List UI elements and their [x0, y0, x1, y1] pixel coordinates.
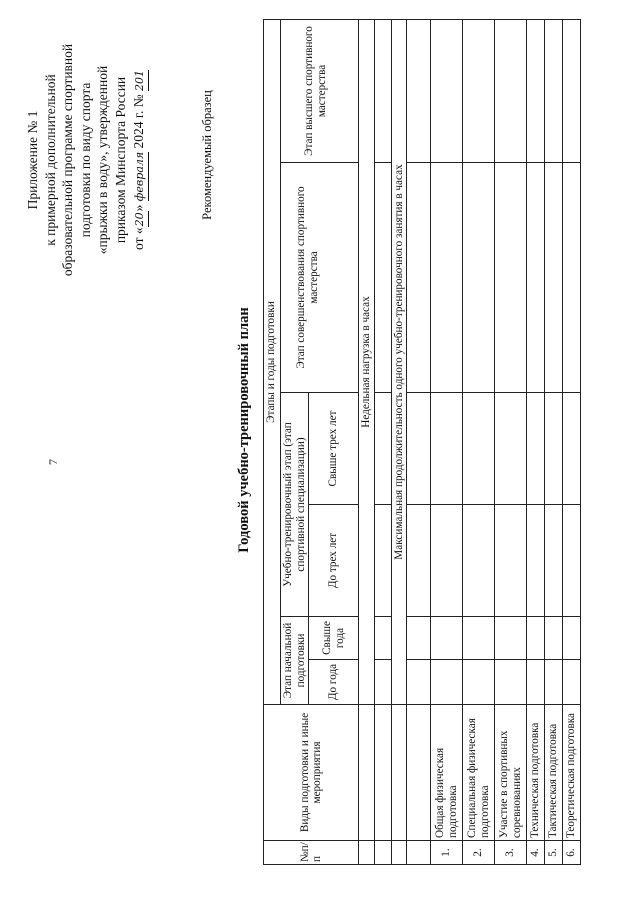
recommended-sample-note: Рекомендуемый образец: [200, 90, 214, 220]
header-activity: Виды подготовки и иные мероприятия: [264, 705, 359, 841]
table-cell: [431, 393, 463, 505]
header-training-up-to-three: До трех лет: [309, 505, 359, 617]
table-cell: [407, 660, 431, 705]
table-cell: [407, 20, 431, 163]
header-training-over-three: Свыше трех лет: [309, 393, 359, 505]
table-cell: [359, 705, 375, 841]
table-cell: [431, 505, 463, 617]
row-number: 1.: [431, 841, 463, 865]
table-cell: [495, 660, 527, 705]
date-day-handwritten: 20: [131, 211, 150, 227]
page-number: 7: [46, 459, 60, 465]
table-cell: [374, 841, 391, 865]
header-num: №п/п: [264, 841, 359, 865]
table-cell: [527, 617, 545, 660]
header-initial-over-year: Свыше года: [309, 617, 359, 660]
table-cell: [527, 393, 545, 505]
table-cell: [545, 505, 563, 617]
table-cell: [545, 163, 563, 393]
table-cell: [563, 660, 581, 705]
table-cell: [463, 163, 495, 393]
row-number: 4.: [527, 841, 545, 865]
table-cell: [359, 841, 375, 865]
table-cell: [407, 505, 431, 617]
table-cell: [431, 617, 463, 660]
row-number: 2.: [463, 841, 495, 865]
table-cell: [374, 705, 391, 841]
table-cell: [563, 617, 581, 660]
table-cell: [495, 20, 527, 163]
table-cell: [431, 20, 463, 163]
row-number: 5.: [545, 841, 563, 865]
table-cell: [374, 660, 391, 705]
table-cell: [463, 505, 495, 617]
table-cell: [374, 393, 391, 505]
header-stage-initial: Этап начальной подготовки: [281, 617, 309, 705]
annual-plan-table: [263, 19, 581, 865]
table-cell: [374, 163, 391, 393]
annex-line: Приложение № 1: [25, 110, 40, 210]
table-cell: [563, 163, 581, 393]
table-row: [545, 20, 563, 865]
annex-line: к примерной дополнительной: [42, 74, 58, 246]
table-cell: [527, 505, 545, 617]
table-cell: [407, 841, 431, 865]
table-cell: [407, 705, 431, 841]
row-label: Общая физическая подготовка: [431, 705, 463, 841]
table-cell: [563, 20, 581, 163]
annex-date-line: [130, 35, 150, 285]
row-label: Участие в спортивных соревнованиях: [495, 705, 527, 841]
date-month-handwritten: февраля: [131, 152, 150, 201]
table-row: [563, 20, 581, 865]
header-stages: Этапы и годы подготовки: [264, 20, 281, 705]
date-prefix: от «: [130, 227, 146, 250]
table-cell: [527, 660, 545, 705]
table-cell: [391, 705, 407, 841]
table-row: [495, 20, 527, 865]
table-cell: [527, 163, 545, 393]
table-cell: [463, 20, 495, 163]
date-mid: »: [130, 201, 146, 212]
table-cell: [407, 617, 431, 660]
date-year: 2024 г. №: [130, 91, 146, 152]
document-title: Годовой учебно-тренировочный план: [236, 307, 252, 553]
annex-line: подготовки по виду спорта: [77, 82, 93, 238]
annex-block: [24, 35, 149, 285]
table-cell: [374, 617, 391, 660]
table-cell: [545, 617, 563, 660]
table-cell: [463, 660, 495, 705]
table-cell: [563, 393, 581, 505]
table-cell: [391, 841, 407, 865]
annex-line: образовательной программе спортивной: [60, 43, 76, 277]
row-number: 3.: [495, 841, 527, 865]
table-row: [527, 20, 545, 865]
weekly-load-label: Недельная нагрузка в часах: [359, 20, 375, 705]
header-stage-training: Учебно-тренировочный этап (этап спортивной специализации): [281, 393, 309, 617]
table-cell: [374, 20, 391, 163]
order-number-handwritten: 201: [131, 70, 150, 91]
table-cell: [374, 505, 391, 617]
header-stage-higher: Этап высшего спортивного мастерства: [281, 20, 359, 163]
table-cell: [545, 660, 563, 705]
row-label: Теоретическая подготовка: [563, 705, 581, 841]
annex-line: «прыжки в воду», утвержденной: [95, 65, 111, 255]
row-label: Специальная физическая подготовка: [463, 705, 495, 841]
table-cell: [563, 505, 581, 617]
header-initial-up-to-year: До года: [309, 660, 359, 705]
table-cell: [407, 393, 431, 505]
row-label: Техническая подготовка: [527, 705, 545, 841]
table-cell: [545, 20, 563, 163]
row-number: 6.: [563, 841, 581, 865]
table-cell: [431, 660, 463, 705]
table-cell: [527, 20, 545, 163]
table-cell: [463, 617, 495, 660]
header-stage-improvement: Этап совершенствования спортивного мастерства: [281, 163, 359, 393]
table-cell: [495, 163, 527, 393]
table-cell: [545, 393, 563, 505]
table-cell: [495, 617, 527, 660]
table-cell: [463, 393, 495, 505]
max-session-label: Максимальная продолжительность одного учебно-тренировочного занятия в часах: [391, 20, 407, 705]
table-row: [431, 20, 463, 865]
annex-line: приказом Минспорта России: [112, 76, 128, 244]
table-cell: [431, 163, 463, 393]
table-row: [463, 20, 495, 865]
row-label: Тактическая подготовка: [545, 705, 563, 841]
table-cell: [407, 163, 431, 393]
table-cell: [495, 505, 527, 617]
table-cell: [495, 393, 527, 505]
